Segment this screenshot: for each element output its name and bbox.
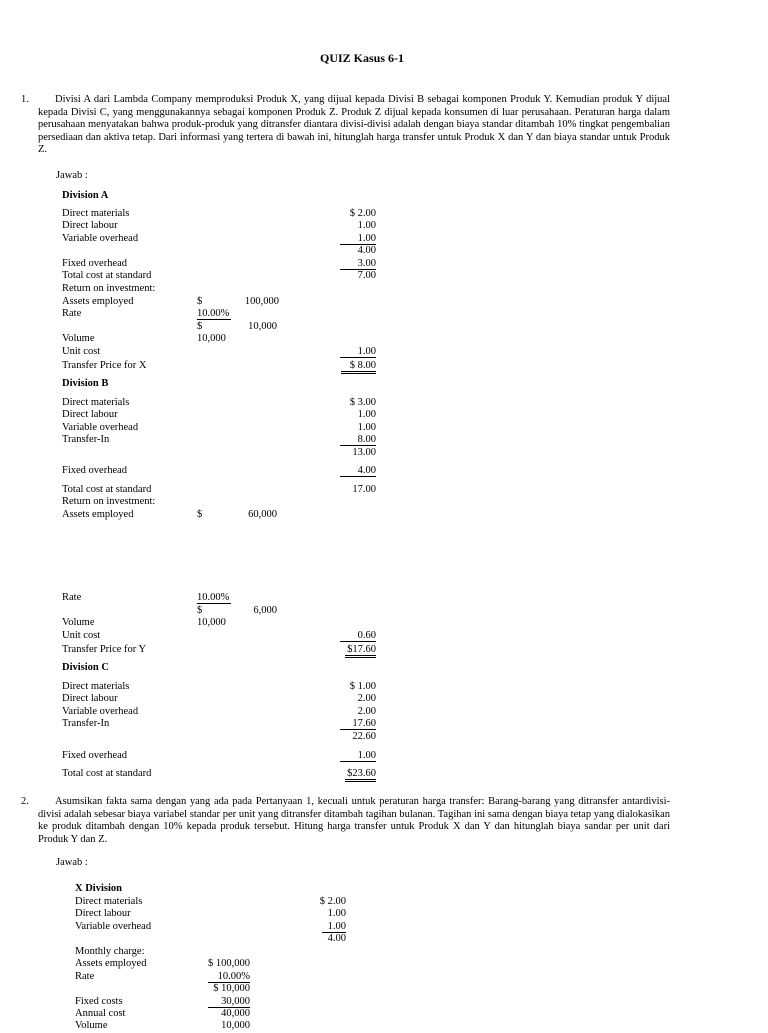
div-a-volume-label: Volume — [62, 333, 95, 344]
div-b-variable-subtotal: 13.00 — [352, 447, 376, 458]
x-div-direct-materials-value: $ 2.00 — [319, 896, 346, 907]
div-b-total-cost-value: 17.00 — [352, 484, 376, 495]
div-a-variable-overhead-value: 1.00 — [340, 233, 376, 245]
x-div-monthly-charge-label: Monthly charge: — [75, 946, 145, 957]
x-div-annual-cost-value: 40,000 — [221, 1008, 250, 1019]
div-a-variable-overhead-label: Variable overhead — [62, 233, 139, 244]
div-b-direct-materials-label: Direct materials — [62, 397, 130, 408]
question-1 — [21, 94, 670, 157]
div-b-rate-label: Rate — [62, 592, 82, 603]
div-c-direct-materials-label: Direct materials — [62, 681, 130, 692]
x-div-rate-label: Rate — [75, 971, 95, 982]
div-a-assets-value: 100,000 — [244, 296, 279, 307]
div-a-fixed-overhead-value: 3.00 — [340, 258, 376, 270]
div-c-variable-overhead-value: 2.00 — [357, 706, 376, 717]
division-b-heading: Division B — [62, 378, 109, 389]
div-c-fixed-overhead-label: Fixed overhead — [62, 750, 128, 761]
x-div-assets-value: $ 100,000 — [208, 958, 250, 969]
div-a-rate-label: Rate — [62, 308, 82, 319]
div-b-assets-value: 60,000 — [248, 509, 277, 520]
div-b-transfer-price-value: $17.60 — [345, 644, 376, 658]
div-b-variable-overhead-value: 1.00 — [357, 422, 376, 433]
div-c-transfer-in-value: 17.60 — [340, 718, 376, 730]
div-a-total-cost-value: 7.00 — [357, 270, 376, 281]
page-title: QUIZ Kasus 6-1 — [320, 51, 405, 65]
div-a-roi-label: Return on investment: — [62, 283, 156, 294]
div-a-direct-labour-value: 1.00 — [357, 220, 376, 231]
x-div-fixed-costs-value: 30,000 — [208, 996, 250, 1008]
div-b-direct-labour-value: 1.00 — [357, 409, 376, 420]
div-a-total-cost-label: Total cost at standard — [62, 270, 152, 281]
div-b-direct-materials-value: $ 3.00 — [349, 397, 376, 408]
division-c-heading: Division C — [62, 662, 109, 673]
div-b-return-value: 6,000 — [253, 605, 277, 616]
div-a-volume-value: 10,000 — [197, 333, 226, 344]
question-1-text: Divisi A dari Lambda Company memproduksi Produk X, yang dijual kepada Divisi B sebagai komponen Produk Y. Kemudian produk Y dijual kepada Divisi C, yang menggunakannya sebagai komponen Produk Z. Produk Z dijual kepada konsumen di luar perusahaan. Peraturan harga dalam perusahaan menyatakan bahwa produk-produk yang ditransfer diantara divisi-divisi adalah dengan biaya standar ditambah 10% tingkat pengembalian persediaan dan aktiva tetap. Dari informasi yang tertera di bawah ini, hitunglah harga transfer untuk Produk X dan Y dan biaya standar untuk Produk Z. — [38, 94, 670, 155]
div-c-direct-materials-value: $ 1.00 — [349, 681, 376, 692]
div-a-fixed-overhead-label: Fixed overhead — [62, 258, 128, 269]
div-c-fixed-overhead-value: 1.00 — [340, 750, 376, 762]
x-div-direct-labour-label: Direct labour — [75, 908, 131, 919]
division-a-heading: Division A — [62, 190, 109, 201]
question-2-text: Asumsikan fakta sama dengan yang ada pada Pertanyaan 1, kecuali untuk peraturan harga transfer: Barang-barang yang ditransfer antardivisi-divisi adalah sebesar biaya variabel standar per unit yang ditransfer ditambah tagihan bulanan. Tagihan ini sama dengan biaya tetap yang dialokasikan ke produk ditambah dengan 10% kepada produk tersebut. Hitung harga transfer untuk Produk X dan Y dan hitunglah biaya sandar per unit dari Produk Y dan Z. — [38, 796, 670, 845]
div-b-rate-value: 10.00% — [197, 592, 230, 603]
div-b-transfer-in-value: 8.00 — [340, 434, 376, 446]
div-b-transfer-price-label: Transfer Price for Y — [62, 644, 147, 655]
x-div-fixed-costs-label: Fixed costs — [75, 996, 123, 1007]
x-div-direct-labour-value: 1.00 — [327, 908, 346, 919]
div-b-fixed-overhead-value: 4.00 — [340, 465, 376, 477]
div-b-transfer-in-label: Transfer-In — [62, 434, 110, 445]
div-b-variable-overhead-label: Variable overhead — [62, 422, 139, 433]
question-2-number: 2. — [21, 796, 29, 807]
x-div-variable-overhead-value: 1.00 — [322, 921, 346, 933]
x-division-heading: X Division — [75, 883, 122, 894]
div-b-volume-value: 10,000 — [197, 617, 226, 628]
div-b-roi-label: Return on investment: — [62, 496, 156, 507]
x-div-volume-value: 10,000 — [221, 1020, 250, 1031]
div-a-unit-cost-label: Unit cost — [62, 346, 101, 357]
question-2 — [21, 796, 670, 846]
div-c-total-cost-value: $23.60 — [345, 768, 376, 782]
div-a-direct-materials-label: Direct materials — [62, 208, 130, 219]
x-div-variable-overhead-label: Variable overhead — [75, 921, 152, 932]
div-a-transfer-price-value: $ 8.00 — [341, 360, 376, 374]
div-c-direct-labour-value: 2.00 — [357, 693, 376, 704]
div-b-fixed-overhead-label: Fixed overhead — [62, 465, 128, 476]
div-c-direct-labour-label: Direct labour — [62, 693, 118, 704]
div-a-assets-currency: $ — [197, 296, 203, 307]
div-a-direct-labour-label: Direct labour — [62, 220, 118, 231]
answer-1-label: Jawab : — [56, 170, 88, 181]
x-div-variable-subtotal: 4.00 — [327, 933, 346, 944]
div-c-variable-subtotal: 22.60 — [352, 731, 376, 742]
div-a-rate-value: 10.00% — [197, 308, 230, 319]
div-a-unit-cost-value: 1.00 — [340, 346, 376, 358]
x-div-return-value: $ 10,000 — [213, 983, 250, 994]
div-c-transfer-in-label: Transfer-In — [62, 718, 110, 729]
div-a-return-currency: $ — [197, 321, 203, 332]
div-a-variable-subtotal: 4.00 — [357, 245, 376, 256]
div-b-direct-labour-label: Direct labour — [62, 409, 118, 420]
div-b-assets-currency: $ — [197, 509, 203, 520]
x-div-volume-label: Volume — [75, 1020, 108, 1031]
x-div-annual-cost-label: Annual cost — [75, 1008, 126, 1019]
div-a-assets-label: Assets employed — [62, 296, 134, 307]
div-c-total-cost-label: Total cost at standard — [62, 768, 152, 779]
div-c-variable-overhead-label: Variable overhead — [62, 706, 139, 717]
question-1-number: 1. — [21, 94, 29, 105]
div-a-direct-materials-value: $ 2.00 — [349, 208, 376, 219]
div-b-unit-cost-value: 0.60 — [340, 630, 376, 642]
div-b-unit-cost-label: Unit cost — [62, 630, 101, 641]
div-b-assets-label: Assets employed — [62, 509, 134, 520]
div-b-volume-label: Volume — [62, 617, 95, 628]
x-div-rate-value: 10.00% — [208, 971, 250, 983]
div-a-return-value: 10,000 — [248, 321, 277, 332]
div-b-return-currency: $ — [197, 605, 203, 616]
answer-2-label: Jawab : — [56, 857, 88, 868]
div-a-transfer-price-label: Transfer Price for X — [62, 360, 147, 371]
x-div-assets-label: Assets employed — [75, 958, 147, 969]
div-b-total-cost-label: Total cost at standard — [62, 484, 152, 495]
x-div-direct-materials-label: Direct materials — [75, 896, 143, 907]
